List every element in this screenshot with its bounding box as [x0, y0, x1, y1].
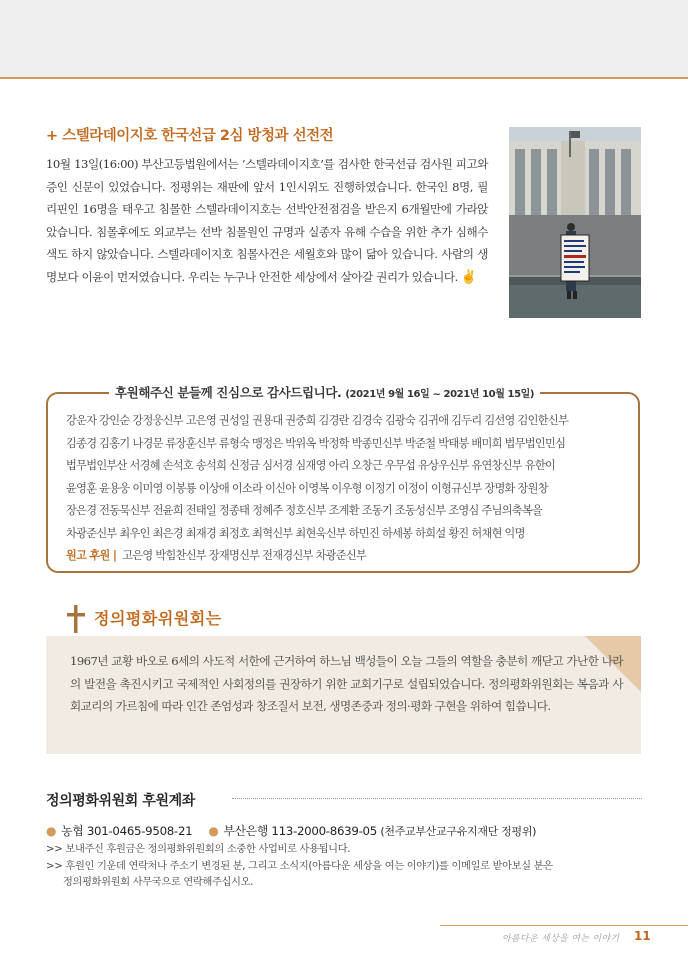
- note-line: >> 보내주신 후원금은 정의평화위원회의 소중한 사업비로 사용됩니다.: [46, 844, 351, 855]
- leaf-icon: ✌: [460, 269, 477, 285]
- article-body: [46, 153, 488, 289]
- footer-rule: [440, 925, 688, 926]
- support-line: [66, 545, 626, 568]
- accounts-divider: [232, 798, 642, 799]
- donor-line: 차광준신부 최우인 최은경 최재경 최정호 최혁신부 최현욱신부 하민진 하세봉 하희설 황진 허채현 익명: [66, 526, 525, 540]
- donor-heading-text: 후원해주신 분들께 진심으로 감사드립니다.: [115, 385, 342, 400]
- bullet-icon: ●: [208, 824, 219, 838]
- donor-line: 윤영훈 윤용웅 이미영 이봉룡 이상애 이소라 이신아 이영복 이우형 이정기 이정이 이형규신부 장명화 장원창: [66, 481, 548, 495]
- cross-icon: [66, 603, 86, 633]
- donor-list: [66, 410, 626, 568]
- note-line: >> 후원인 기운데 연락처나 주소기 변경된 분, 그리고 소식지(아름다운 세상을 여는 이야기)를 이메일로 받아보실 분은: [46, 860, 553, 872]
- page-number: 11: [634, 929, 651, 943]
- account-number: 301-0465-9508-21: [86, 824, 193, 838]
- note-line: 정의평화위원회 사무국으로 연락해주십시오.: [63, 877, 254, 888]
- account-holder: (천주교부산교구유지재단 정평위): [380, 825, 537, 838]
- account-notes: [46, 842, 646, 892]
- account-bank: 농협: [61, 824, 84, 838]
- header-rule: [0, 77, 688, 79]
- donor-line: 김종경 김홍기 나경문 류장훈신부 류형숙 맹정은 박위옥 박정학 박종민신부 박준철 박태붕 배미희 법무법인민심: [66, 436, 566, 450]
- donor-line: 강운자 강인순 강정웅신부 고은영 권성일 권용대 권중희 김경란 김경숙 김광숙 김귀애 김두리 김선영 김인한신부: [66, 414, 569, 427]
- account-number: 113-2000-8639-05: [271, 824, 377, 838]
- support-label: 원고 후원 |: [66, 549, 117, 562]
- accounts-title: 정의평화위원회 후원계좌: [46, 793, 195, 809]
- protest-photo: [509, 127, 641, 318]
- committee-title: 정의평화위원회는: [94, 609, 222, 628]
- support-names: 고은영 박힘찬신부 장재명신부 전재경신부 차광준신부: [122, 549, 367, 562]
- committee-body: 1967년 교황 바오로 6세의 사도적 서한에 근거하여 하느님 백성들이 오늘 그들의 역할을 충분히 깨닫고 가난한 나라의 발전을 촉진시키고 국제적인 사회정의를 권장하기 위한 교회기구로 설립되었습니다. 정의평화위원회는 복음과 사회교리의 가르침에 따라 인간 존엄성과 창조질서 보전, 생명존중과 정의·평화 구현을 위하여 힘씁니다.: [70, 654, 623, 713]
- donor-line: 법무법인부산 서경혜 손석호 송석희 신정금 심서경 심재영 아리 오창근 우무섭 유상우신부 유연창신부 유한이: [66, 459, 556, 472]
- article-text: 10월 13일(16:00) 부산고등법원에서는 ‘스텔라데이지호’를 검사한 한국선급 검사원 피고와 증인 신문이 있었습니다. 정평위는 재판에 앞서 1인시위도 진행하였습니다. 한국인 8명, 필리핀인 16명을 태우고 침몰한 스텔라데이지호는 선박안전점검을 받은지 6개월만에 가라앉았습니다. 침몰후에도 외교부는 선박 침몰원인 규명과 실종자 유해 수습을 위한 추가 심해수색도 하지 않았습니다. 스텔라데이지호 침몰사건은 세월호와 많이 닮아 있습니다. 사람의 생명보다 이윤이 먼저였습니다. 우리는 누구나 안전한 세상에서 살아갈 권리가 있습니다.: [46, 157, 488, 284]
- account-bank: 부산은행: [223, 824, 268, 838]
- publication-name: 아름다운 세상을 여는 이야기: [502, 934, 620, 944]
- donor-heading: [109, 383, 540, 401]
- header-band: [0, 0, 688, 77]
- bullet-icon: ●: [46, 824, 57, 838]
- donor-period: (2021년 9월 16일 ~ 2021년 10월 15일): [345, 389, 535, 400]
- donor-line: 장은경 전동묵신부 전윤희 전태일 정종태 정혜주 정호신부 조계환 조동기 조동성신부 조영심 주님의축복을: [66, 504, 543, 517]
- article-title: + 스텔라데이지호 한국선급 2심 방청과 선전전: [46, 128, 334, 144]
- account-row: [46, 822, 536, 839]
